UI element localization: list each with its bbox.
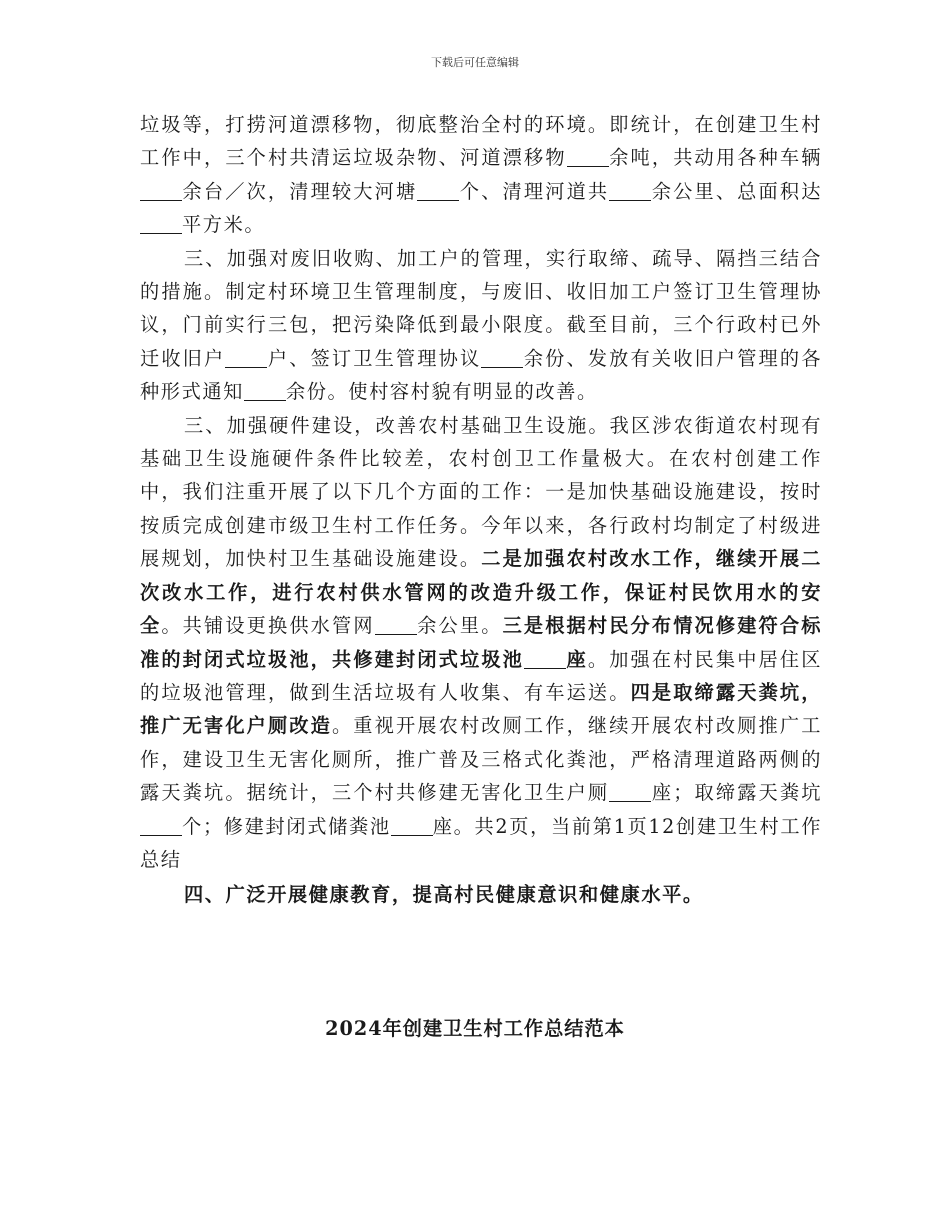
blank bbox=[140, 182, 182, 201]
blank bbox=[417, 182, 459, 201]
paragraph-3: 三、加强硬件建设，改善农村基础卫生设施。我区涉农街道农村现有基础卫生设施硬件条件比较差，农村创卫工作量极大。在农村创建工作中，我们注重开展了以下几个方面的工作：一是加快基础设施建设，按时按质完成创建市级卫生村工作任务。今年以来，各行政村均制定了村级进展规划，加快村卫生基础设施建设。二是加强农村改水工作，继续开展二次改水工作，进行农村供水管网的改造升级工作，保证村民饮用水的安全。共铺设更换供水管网 余公里。三是根据村民分布情况修建符合标准的封闭式垃圾池，共修建封闭式垃圾池 座。加强在村民集中居住区的垃圾池管理，做到生活垃圾有人收集、有车运送。四是取缔露天粪坑，推广无害化户厕改造。重视开展农村改厕工作，继续开展农村改厕推广工作，建设卫生无害化厕所，推广普及三格式化粪池，严格清理道路两侧的露天粪坑。据统计，三个村共修建无害化卫生户厕 座；取缔露天粪坑个；修建封闭式储粪池 座。共2页，当前第1页12创建卫生村工作总结 bbox=[140, 413, 823, 871]
blank bbox=[524, 650, 566, 669]
blank bbox=[225, 349, 267, 368]
blank bbox=[609, 783, 651, 802]
paragraph-1: 垃圾等，打捞河道漂移物，彻底整治全村的环境。即统计，在创建卫生村工作中，三个村共清运垃圾杂物、河道漂移物 余吨，共动用各种车辆余台／次，清理较大河塘 个、清理河道共 余公里、总面积达平方米。 bbox=[140, 113, 823, 237]
bold-text: 二是加强农村改水工作，继续开展二次改水工作，进行农村供水管网的改造升级工作，保证村民饮用水的安全 bbox=[140, 547, 822, 638]
bold-text: 座 bbox=[565, 647, 588, 671]
blank bbox=[375, 616, 417, 635]
document-body bbox=[140, 108, 822, 912]
blank bbox=[481, 349, 523, 368]
paragraph-2: 三、加强对废旧收购、加工户的管理，实行取缔、疏导、隔挡三结合的措施。制定村环境卫生管理制度，与废旧、收旧加工户签订卫生管理协议，门前实行三包，把污染降低到最小限度。截至目前，三个行政村已外迁收旧户 户、签订卫生管理协议 余份、发放有关收旧户管理的各种形式通知 余份。使村容村貌有明显的改善。 bbox=[140, 246, 822, 404]
blank bbox=[140, 215, 182, 234]
blank bbox=[567, 148, 609, 167]
blank bbox=[391, 817, 433, 836]
blank bbox=[244, 382, 286, 401]
blank bbox=[140, 817, 182, 836]
blank bbox=[609, 182, 651, 201]
bold-text: 四是取缔露天粪坑，推广无害化户厕改造 bbox=[140, 680, 822, 738]
bold-text: 三是根据村民分布情况修建符合标准的封闭式垃圾池，共修建封闭式垃圾池 bbox=[140, 614, 823, 671]
document-title: 2024年创建卫生村工作总结范本 bbox=[325, 1017, 625, 1040]
page-header: 下载后可任意编辑 bbox=[431, 56, 519, 69]
section-heading-4: 四、广泛开展健康教育，提高村民健康意识和健康水平。 bbox=[184, 883, 704, 907]
